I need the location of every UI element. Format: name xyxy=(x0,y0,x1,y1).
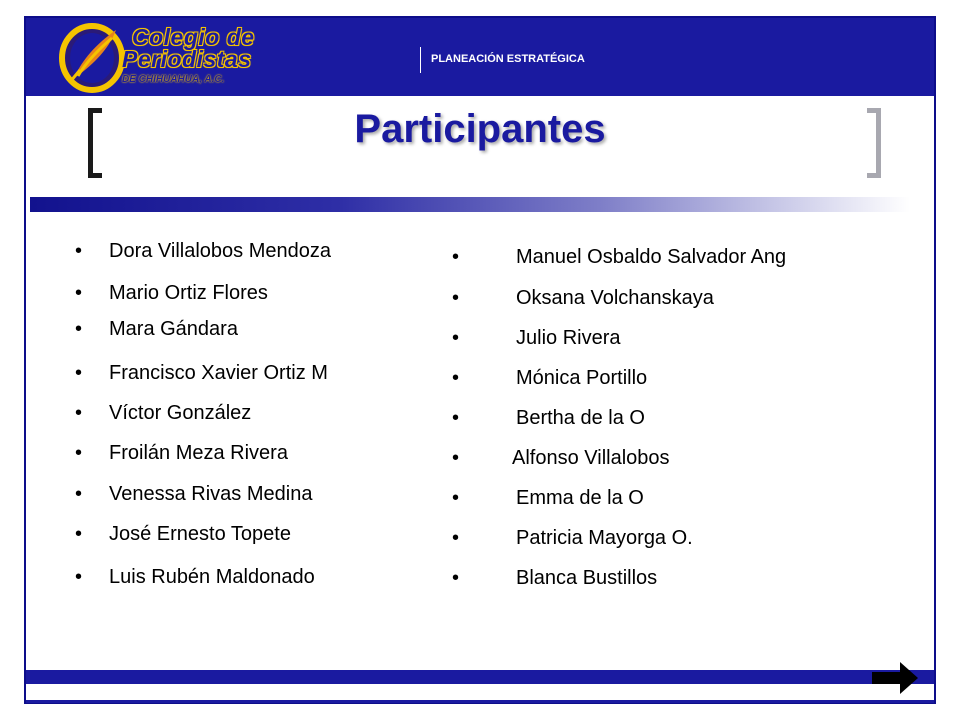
organization-logo xyxy=(56,20,266,94)
participant-name: Alfonso Villalobos xyxy=(512,447,670,469)
bullet-icon: • xyxy=(75,318,83,340)
feather-quill-icon xyxy=(56,20,132,94)
logo-text-line2: Periodistas xyxy=(122,46,252,72)
right-arrow-icon xyxy=(870,660,920,696)
participant-name: Julio Rivera xyxy=(516,327,621,349)
header-divider xyxy=(420,47,421,73)
bullet-icon: • xyxy=(75,442,83,464)
bullet-icon: • xyxy=(75,240,83,262)
bullet-icon: • xyxy=(75,566,83,588)
participant-name: Mara Gándara xyxy=(109,318,238,340)
logo-text-line3: DE CHIHUAHUA, A.C. xyxy=(122,74,225,85)
footer-bar xyxy=(26,670,934,684)
participant-name: Emma de la O xyxy=(516,487,644,509)
participant-name: Francisco Xavier Ortiz M xyxy=(109,362,328,384)
footer-line xyxy=(26,700,934,703)
participant-name: Oksana Volchanskaya xyxy=(516,287,714,309)
participant-name: Mario Ortiz Flores xyxy=(109,282,268,304)
participant-name: Patricia Mayorga O. xyxy=(516,527,693,549)
section-label: PLANEACIÓN ESTRATÉGICA xyxy=(431,53,585,65)
participant-name: Dora Villalobos Mendoza xyxy=(109,240,331,262)
logo-text-line1: Colegio de xyxy=(132,24,255,50)
bullet-icon: • xyxy=(452,527,460,549)
participant-name: Bertha de la O xyxy=(516,407,645,429)
bullet-icon: • xyxy=(452,487,460,509)
participants-list-left xyxy=(75,240,435,600)
bullet-icon: • xyxy=(75,402,83,424)
participant-name: Froilán Meza Rivera xyxy=(109,442,288,464)
bullet-icon: • xyxy=(452,567,460,589)
title-underline-gradient xyxy=(30,197,910,212)
bullet-icon: • xyxy=(75,483,83,505)
bullet-icon: • xyxy=(452,246,460,268)
participant-name: José Ernesto Topete xyxy=(109,523,291,545)
bullet-icon: • xyxy=(452,407,460,429)
bullet-icon: • xyxy=(75,362,83,384)
participant-name: Mónica Portillo xyxy=(516,367,648,389)
bullet-icon: • xyxy=(75,282,83,304)
participant-name: Víctor González xyxy=(109,402,252,424)
bullet-icon: • xyxy=(452,367,460,389)
bullet-icon: • xyxy=(452,327,460,349)
bullet-icon: • xyxy=(452,447,460,469)
participant-name: Blanca Bustillos xyxy=(516,567,658,589)
next-slide-button[interactable] xyxy=(870,660,920,696)
page-title: Participantes xyxy=(354,107,606,151)
participant-name: Luis Rubén Maldonado xyxy=(109,566,315,588)
participant-name: Venessa Rivas Medina xyxy=(109,483,313,505)
bullet-icon: • xyxy=(75,523,83,545)
bullet-icon: • xyxy=(452,287,460,309)
participant-name: Manuel Osbaldo Salvador Ang xyxy=(516,246,787,268)
participants-list-right xyxy=(452,246,872,606)
